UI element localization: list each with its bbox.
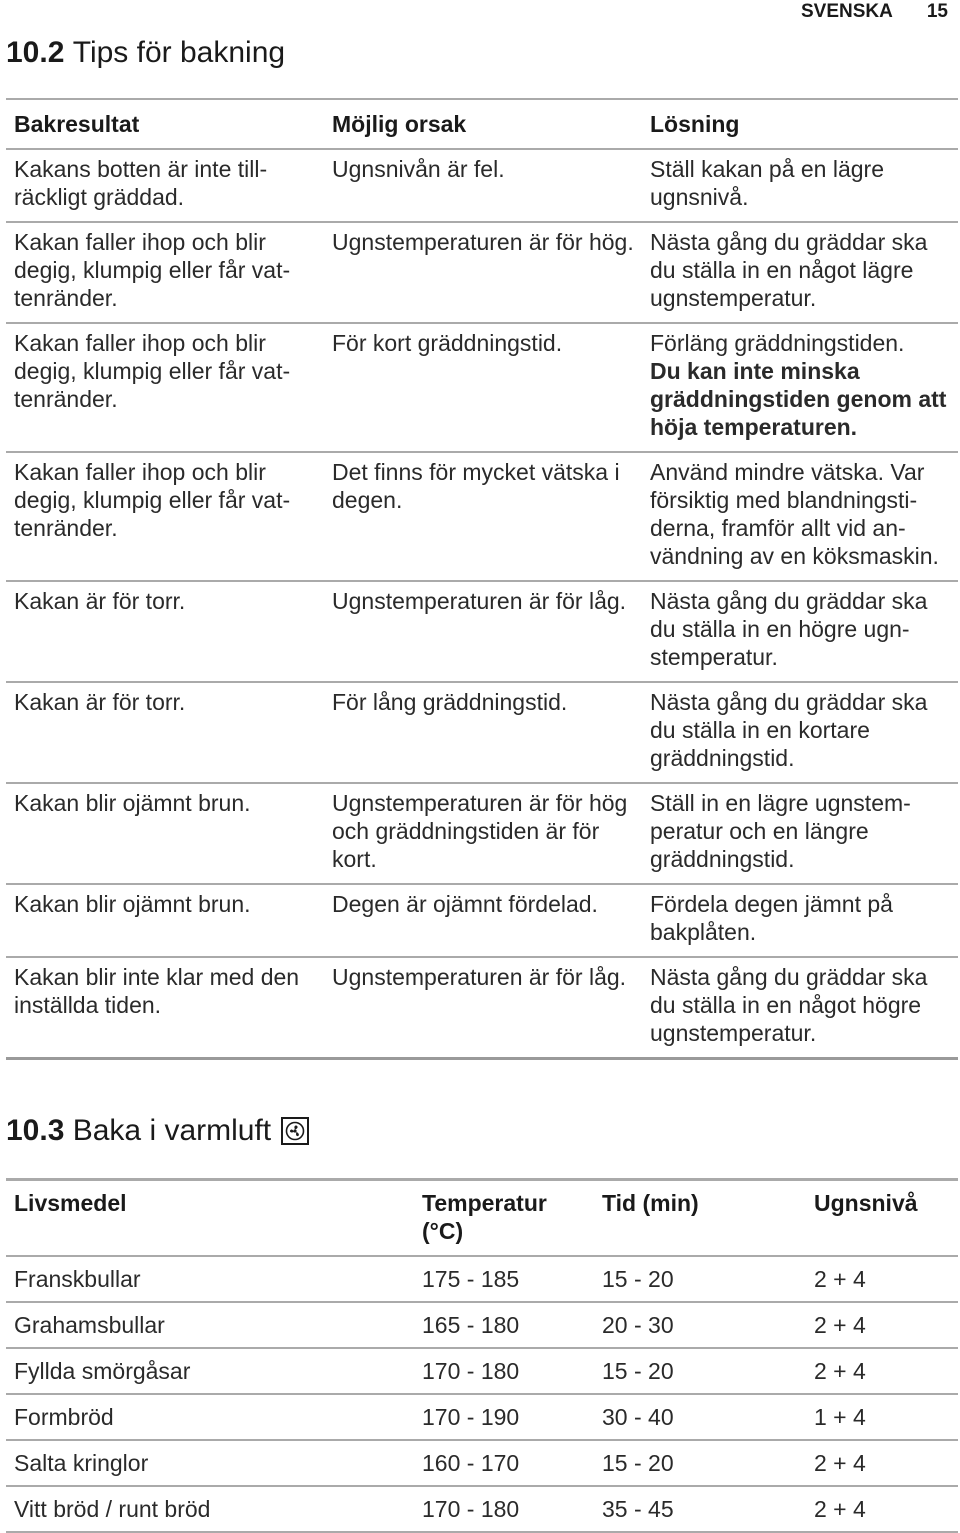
table-row (6, 1486, 958, 1532)
shelf-level-cell: 2 + 4 (806, 1348, 958, 1394)
solution-note: Du kan inte minska gräddningstiden genom att höja temperaturen. (650, 358, 947, 440)
solution-cell-text: Nästa gång du gräddar ska du ställa in en kortare gräddningstid. (650, 689, 928, 771)
time-cell: 15 - 20 (594, 1348, 806, 1394)
fan-icon (281, 1117, 309, 1145)
solution-cell (642, 323, 958, 452)
solution-cell (642, 783, 958, 884)
convection-table-body (6, 1256, 958, 1532)
cause-cell (324, 581, 642, 682)
solution-cell-text: Ställ in en lägre ugnstemperatur och en längre gräddningstid. (650, 790, 911, 872)
cause-cell-text: Ugnstemperaturen är för låg. (332, 964, 627, 990)
result-cell-text: Kakan blir ojämnt brun. (14, 891, 251, 917)
time-cell: 30 - 40 (594, 1394, 806, 1440)
cause-cell-text: För lång gräddningstid. (332, 689, 568, 715)
result-cell-text: Kakan blir inte klar med den inställda tiden. (14, 964, 300, 1018)
solution-cell-text: Nästa gång du gräddar ska du ställa in en något högre ugnstemperatur. (650, 964, 928, 1046)
solution-cell (642, 222, 958, 323)
cause-cell (324, 452, 642, 581)
temperature-cell: 170 - 180 (414, 1348, 594, 1394)
table-row (6, 783, 958, 884)
cause-cell-text: Det finns för mycket vätska i degen. (332, 459, 620, 513)
column-header-food: Livsmedel (6, 1180, 414, 1257)
section-title-text: Baka i varmluft (72, 1114, 272, 1147)
section-number: 10.2 (6, 36, 65, 69)
table-row (6, 1302, 958, 1348)
table-row (6, 452, 958, 581)
page-number: 15 (926, 1, 948, 22)
table-row (6, 682, 958, 783)
language-label: SVENSKA (801, 1, 893, 22)
section-number: 10.3 (6, 1114, 65, 1147)
temperature-cell: 170 - 190 (414, 1394, 594, 1440)
food-cell: Grahamsbullar (6, 1302, 414, 1348)
table-row (6, 1256, 958, 1302)
shelf-level-cell: 2 + 4 (806, 1486, 958, 1532)
solution-cell (642, 452, 958, 581)
cause-cell (324, 957, 642, 1059)
column-header-cause: Möjlig orsak (324, 99, 642, 149)
solution-cell-text: Nästa gång du gräddar ska du ställa in en högre ugnstemperatur. (650, 588, 928, 670)
page-header (801, 0, 948, 24)
result-cell-text: Kakan faller ihop och blir degig, klumpig eller får vattenränder. (14, 459, 291, 541)
cause-cell-text: Degen är ojämnt fördelad. (332, 891, 598, 917)
cause-cell (324, 783, 642, 884)
table-row (6, 1440, 958, 1486)
table-header-row (6, 1180, 958, 1257)
result-cell-text: Kakan faller ihop och blir degig, klumpig eller får vattenränder. (14, 330, 291, 412)
column-header-solution: Lösning (642, 99, 958, 149)
result-cell-text: Kakan faller ihop och blir degig, klumpig eller får vattenränder. (14, 229, 291, 311)
cause-cell (324, 149, 642, 222)
result-cell (6, 884, 324, 957)
shelf-level-cell: 2 + 4 (806, 1302, 958, 1348)
cause-cell (324, 682, 642, 783)
table-row (6, 323, 958, 452)
result-cell (6, 957, 324, 1059)
solution-cell-text: Förläng gräddningstiden. (650, 330, 905, 356)
column-header-temperature: Temperatur (°C) (414, 1180, 594, 1257)
food-cell: Salta kringlor (6, 1440, 414, 1486)
cause-cell (324, 323, 642, 452)
result-cell (6, 452, 324, 581)
result-cell (6, 783, 324, 884)
result-cell (6, 222, 324, 323)
result-cell (6, 682, 324, 783)
result-cell (6, 323, 324, 452)
time-cell: 15 - 20 (594, 1256, 806, 1302)
temperature-cell: 175 - 185 (414, 1256, 594, 1302)
section-title-convection (6, 1114, 309, 1148)
result-cell (6, 149, 324, 222)
table-row (6, 884, 958, 957)
table-row (6, 581, 958, 682)
cause-cell-text: Ugnsnivån är fel. (332, 156, 505, 182)
section-title-text: Tips för bakning (72, 36, 286, 69)
baking-tips-table (6, 98, 958, 1060)
result-cell-text: Kakan blir ojämnt brun. (14, 790, 251, 816)
cause-cell-text: För kort gräddningstid. (332, 330, 563, 356)
time-cell: 15 - 20 (594, 1440, 806, 1486)
cause-cell-text: Ugnstemperaturen är för hög och gräddningstiden är för kort. (332, 790, 628, 872)
convection-baking-table (6, 1178, 958, 1533)
solution-cell (642, 149, 958, 222)
table-header-row (6, 99, 958, 149)
table-row (6, 1394, 958, 1440)
result-cell (6, 581, 324, 682)
table-row (6, 222, 958, 323)
shelf-level-cell: 2 + 4 (806, 1256, 958, 1302)
result-cell-text: Kakan är för torr. (14, 689, 186, 715)
time-cell: 20 - 30 (594, 1302, 806, 1348)
cause-cell-text: Ugnstemperaturen är för hög. (332, 229, 634, 255)
section-title-tips (6, 36, 285, 70)
temperature-cell: 170 - 180 (414, 1486, 594, 1532)
time-cell: 35 - 45 (594, 1486, 806, 1532)
solution-cell-text: Fördela degen jämnt på bakplåten. (650, 891, 893, 945)
table-row (6, 957, 958, 1059)
cause-cell (324, 222, 642, 323)
shelf-level-cell: 2 + 4 (806, 1440, 958, 1486)
solution-cell-text: Nästa gång du gräddar ska du ställa in en något lägre ugnstemperatur. (650, 229, 928, 311)
result-cell-text: Kakan är för torr. (14, 588, 186, 614)
solution-cell (642, 581, 958, 682)
food-cell: Formbröd (6, 1394, 414, 1440)
temperature-cell: 165 - 180 (414, 1302, 594, 1348)
solution-cell (642, 682, 958, 783)
temperature-cell: 160 - 170 (414, 1440, 594, 1486)
table-row (6, 149, 958, 222)
solution-cell (642, 957, 958, 1059)
cause-cell-text: Ugnstemperaturen är för låg. (332, 588, 627, 614)
result-cell-text: Kakans botten är inte tillräckligt gräddad. (14, 156, 268, 210)
column-header-result: Bakresultat (6, 99, 324, 149)
shelf-level-cell: 1 + 4 (806, 1394, 958, 1440)
column-header-shelf-level: Ugnsnivå (806, 1180, 958, 1257)
food-cell: Fyllda smörgåsar (6, 1348, 414, 1394)
solution-cell-text: Ställ kakan på en lägre ugnsnivå. (650, 156, 884, 210)
tips-table-body (6, 149, 958, 1059)
column-header-time: Tid (min) (594, 1180, 806, 1257)
cause-cell (324, 884, 642, 957)
food-cell: Vitt bröd / runt bröd (6, 1486, 414, 1532)
food-cell: Franskbullar (6, 1256, 414, 1302)
solution-cell (642, 884, 958, 957)
table-row (6, 1348, 958, 1394)
solution-cell-text: Använd mindre vätska. Var försiktig med blandningstiderna, framför allt vid användning av en köksmaskin. (650, 459, 939, 569)
